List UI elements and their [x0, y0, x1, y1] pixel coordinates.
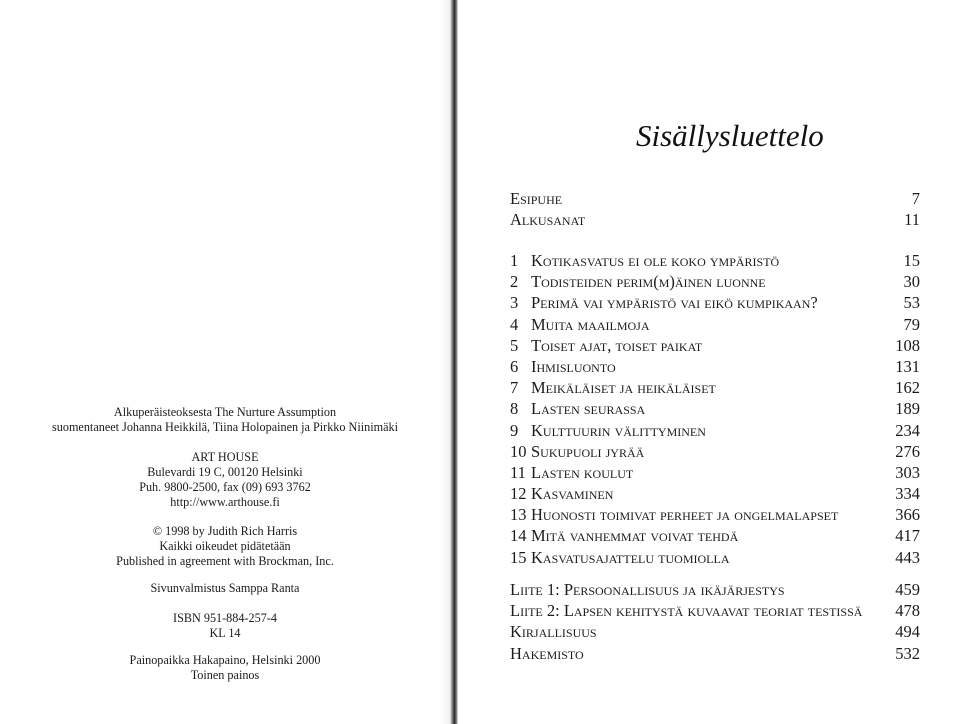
- toc-entry-page: 11: [904, 210, 920, 230]
- toc-entry-page: 478: [895, 601, 920, 621]
- toc-entry: [510, 188, 920, 209]
- publisher-url: http://www.arthouse.fi: [170, 495, 280, 509]
- toc-chapters: [510, 250, 920, 568]
- chapter-page: 234: [895, 420, 920, 440]
- chapter-number: 9: [510, 420, 519, 440]
- toc-chapter: [510, 292, 920, 313]
- toc-chapter: [510, 483, 920, 504]
- chapter-page: 276: [895, 441, 920, 461]
- publisher-info: [0, 450, 450, 510]
- toc-entry: [510, 643, 920, 664]
- chapter-number: 8: [510, 399, 519, 419]
- chapter-title: Lasten koulut: [531, 462, 634, 482]
- chapter-page: 79: [903, 314, 920, 334]
- chapter-page: 15: [903, 251, 920, 270]
- toc-chapter: [510, 271, 920, 292]
- toc-entry: [510, 621, 920, 642]
- toc-entry: [510, 600, 920, 621]
- chapter-title: Toiset ajat, toiset paikat: [531, 335, 703, 355]
- publisher-address: Bulevardi 19 C, 00120 Helsinki: [147, 465, 303, 479]
- translators-line: suomentaneet Johanna Heikkilä, Tiina Holopainen ja Pirkko Niinimäki: [52, 420, 398, 434]
- toc-entry-title: Liite 2: Lapsen kehitystä kuvaavat teoriat testissä: [510, 601, 863, 621]
- toc-chapter: [510, 547, 920, 568]
- chapter-title: Mitä vanhemmat voivat tehdä: [531, 526, 739, 546]
- chapter-title: Kasvatusajattelu tuomiolla: [531, 547, 730, 567]
- toc-chapter: [510, 314, 920, 335]
- toc-entry-title: Hakemisto: [510, 643, 584, 663]
- chapter-title: Todisteiden perim(m)äinen luonne: [531, 272, 766, 292]
- book-gutter: [450, 0, 458, 724]
- toc-back-matter: [510, 579, 920, 664]
- chapter-page: 334: [895, 484, 920, 504]
- chapter-page: 366: [895, 505, 920, 525]
- toc-entry-title: Liite 1: Persoonallisuus ja ikäjärjestys: [510, 580, 785, 599]
- edition-line: Toinen painos: [190, 668, 260, 682]
- chapter-number: 12: [510, 484, 527, 504]
- chapter-title: Muita maailmoja: [531, 314, 650, 334]
- toc-entry: [510, 579, 920, 600]
- chapter-page: 303: [895, 462, 920, 482]
- toc-chapter: [510, 462, 920, 483]
- toc-entry-title: Kirjallisuus: [510, 622, 597, 642]
- publisher-name: ART HOUSE: [191, 450, 259, 464]
- toc-chapter: [510, 441, 920, 462]
- page-edge-shadow: [440, 0, 450, 724]
- toc-page: [458, 0, 960, 724]
- chapter-number: 2: [510, 272, 519, 292]
- chapter-title: Kulttuurin välittyminen: [531, 420, 706, 440]
- toc-entry-title: Alkusanat: [510, 210, 586, 230]
- rights-line: Kaikki oikeudet pidätetään: [159, 539, 291, 553]
- chapter-title: Meikäläiset ja heikäläiset: [531, 378, 716, 398]
- chapter-title: Kotikasvatus ei ole koko ympäristö: [531, 251, 780, 270]
- chapter-page: 131: [895, 356, 920, 376]
- translation-credits: [0, 405, 450, 435]
- toc-chapter: [510, 504, 920, 525]
- chapter-title: Kasvaminen: [531, 484, 614, 504]
- chapter-number: 13: [510, 505, 527, 525]
- isbn-line: ISBN 951-884-257-4: [173, 611, 277, 625]
- chapter-number: 10: [510, 441, 527, 461]
- colophon-page: [0, 0, 450, 724]
- chapter-number: 11: [510, 462, 526, 482]
- chapter-title: Lasten seurassa: [531, 399, 646, 419]
- copyright-info: [0, 524, 450, 569]
- chapter-number: 15: [510, 547, 527, 567]
- toc-chapter: [510, 525, 920, 546]
- toc-chapter: [510, 356, 920, 377]
- agreement-line: Published in agreement with Brockman, Inc.: [116, 554, 334, 568]
- toc-entry-page: 532: [895, 643, 920, 663]
- original-title-line: Alkuperäisteoksesta The Nurture Assumption: [113, 405, 337, 419]
- chapter-number: 7: [510, 378, 519, 398]
- chapter-page: 417: [895, 526, 920, 546]
- chapter-title: Huonosti toimivat perheet ja ongelmalapset: [531, 505, 839, 525]
- printer-line: Painopaikka Hakapaino, Helsinki 2000: [129, 653, 321, 667]
- toc-entry-title: Esipuhe: [510, 189, 563, 208]
- chapter-number: 3: [510, 293, 519, 313]
- chapter-page: 189: [895, 399, 920, 419]
- chapter-page: 53: [903, 293, 920, 313]
- chapter-number: 5: [510, 335, 519, 355]
- toc-entry-page: 494: [895, 622, 920, 642]
- toc-entry-page: 459: [895, 580, 920, 599]
- toc-title: Sisällysluettelo: [636, 118, 824, 153]
- chapter-title: Sukupuoli jyrää: [531, 441, 645, 461]
- toc-entry: [510, 209, 920, 230]
- toc-entry-page: 7: [911, 189, 920, 208]
- chapter-number: 1: [510, 251, 519, 270]
- chapter-number: 14: [510, 526, 527, 546]
- chapter-page: 108: [895, 335, 920, 355]
- isbn-block: [0, 611, 450, 641]
- chapter-title: Perimä vai ympäristö vai eikö kumpikaan?: [531, 293, 818, 313]
- chapter-title: Ihmisluonto: [531, 356, 616, 376]
- chapter-page: 443: [895, 547, 920, 567]
- publisher-phone: Puh. 9800-2500, fax (09) 693 3762: [139, 480, 311, 494]
- toc-chapter: [510, 250, 920, 271]
- layout-credit: [0, 581, 450, 596]
- layout-credit-line: Sivunvalmistus Samppa Ranta: [150, 581, 300, 595]
- classification-line: KL 14: [209, 626, 241, 640]
- printing-info: [0, 653, 450, 683]
- chapter-page: 162: [895, 378, 920, 398]
- toc-front-matter: [510, 188, 920, 230]
- toc-chapter: [510, 420, 920, 441]
- chapter-page: 30: [903, 272, 920, 292]
- toc-chapter: [510, 377, 920, 398]
- chapter-number: 4: [510, 314, 519, 334]
- chapter-number: 6: [510, 356, 519, 376]
- toc-chapter: [510, 335, 920, 356]
- toc-chapter: [510, 398, 920, 419]
- copyright-line: © 1998 by Judith Rich Harris: [152, 524, 298, 538]
